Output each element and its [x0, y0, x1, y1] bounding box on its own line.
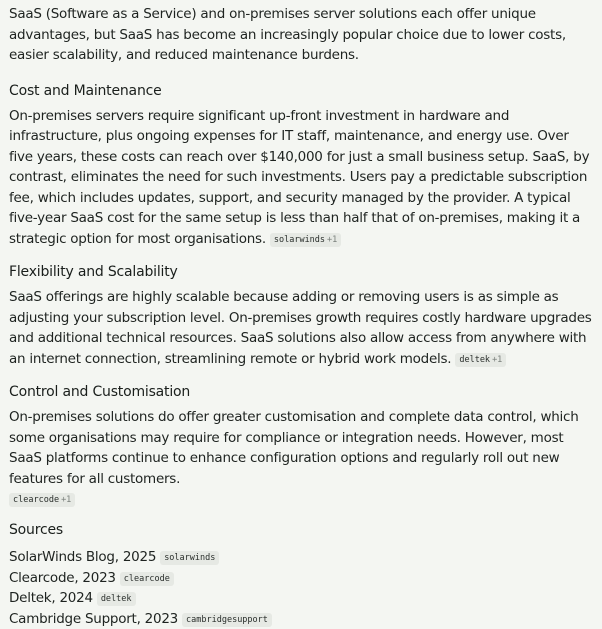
source-item[interactable]: SolarWinds Blog, 2025 solarwinds — [9, 547, 593, 568]
sources-heading: Sources — [9, 521, 593, 539]
citation-chip-deltek[interactable]: deltek +1 — [455, 353, 506, 367]
source-item[interactable]: Cambridge Support, 2023 cambridgesupport — [9, 609, 593, 629]
source-chip[interactable]: clearcode — [120, 572, 174, 586]
section-body: On-premises servers require significant up-front investment in hardware and infrastructure, plus ongoing expenses for IT staff, maintenance, and energy use. Over five years, these costs can reach over $140,000 for just a small business setup. SaaS, by contrast, eliminates the need for such investments. Users pay a predictable subscription fee, which includes updates, support, and security managed by the provider. A typical five-year SaaS cost for the same setup is less than half that of on-premises, making it a strategic option for most organisations. solarwinds +1 — [9, 106, 593, 250]
section-cost-maintenance — [9, 82, 593, 250]
source-chip[interactable]: deltek — [97, 592, 136, 606]
section-control-customisation — [9, 383, 593, 507]
source-item[interactable]: Deltek, 2024 deltek — [9, 588, 593, 609]
citation-chip-solarwinds[interactable]: solarwinds +1 — [270, 233, 341, 247]
section-flexibility-scalability — [9, 263, 593, 369]
section-body: SaaS offerings are highly scalable because adding or removing users is as simple as adjusting your subscription level. On-premises growth requires costly hardware upgrades and additional technical resources. SaaS solutions also allow access from anywhere with an internet connection, streamlining remote or hybrid work models. deltek +1 — [9, 287, 593, 369]
source-item[interactable]: Clearcode, 2023 clearcode — [9, 568, 593, 589]
answer-content — [9, 4, 593, 629]
source-chip[interactable]: cambridgesupport — [182, 613, 272, 627]
citation-chip-clearcode[interactable]: clearcode +1 — [9, 493, 75, 507]
section-heading: Control and Customisation — [9, 383, 593, 401]
sources-list — [9, 547, 593, 629]
section-body: On-premises solutions do offer greater customisation and complete data control, which some organisations may require for compliance or integration needs. However, most SaaS platforms continue to enhance configuration options and regularly roll out new features for all customers. — [9, 407, 593, 489]
section-heading: Cost and Maintenance — [9, 82, 593, 100]
citation-row — [9, 490, 593, 507]
source-chip[interactable]: solarwinds — [160, 551, 219, 565]
intro-paragraph: SaaS (Software as a Service) and on-premises server solutions each offer unique advantages, but SaaS has become an increasingly popular choice due to lower costs, easier scalability, and reduced maintenance burdens. — [9, 4, 593, 66]
section-heading: Flexibility and Scalability — [9, 263, 593, 281]
